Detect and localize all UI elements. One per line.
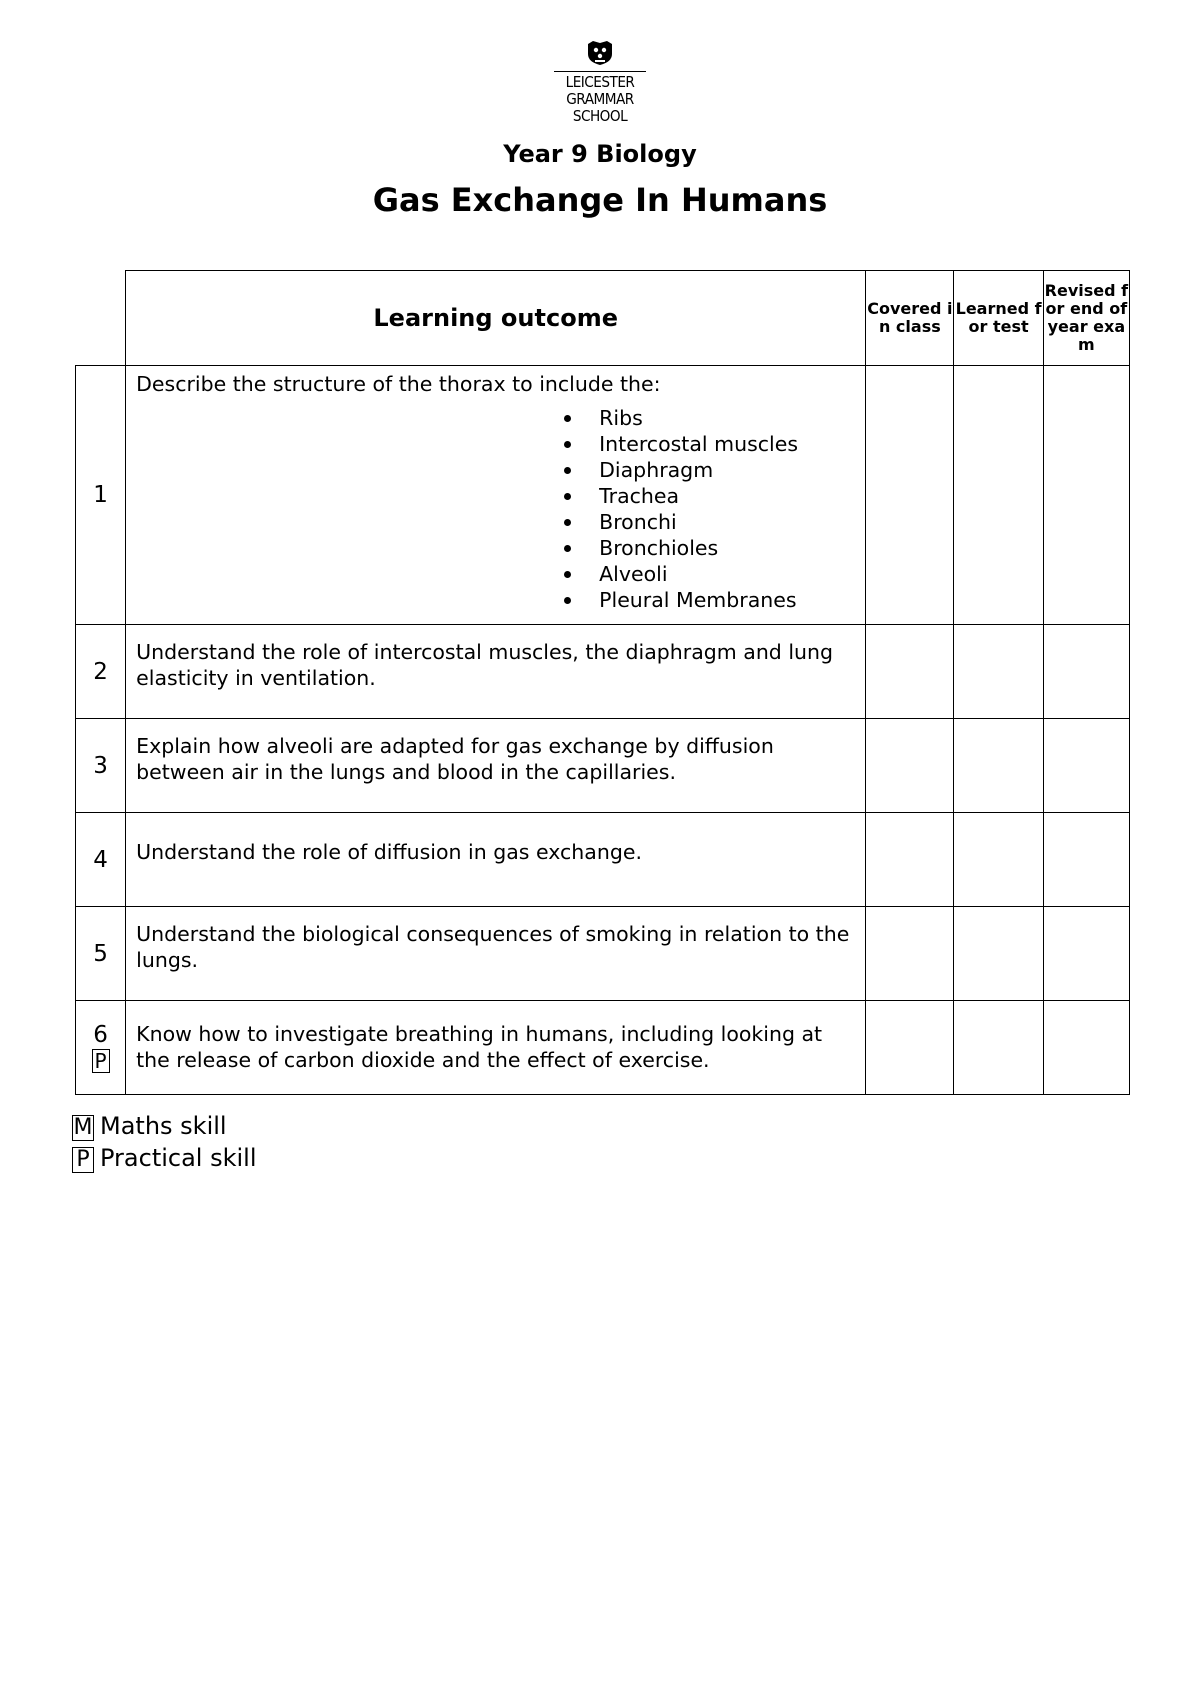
logo-rule <box>554 71 646 72</box>
covered-checkbox-cell[interactable] <box>866 907 954 1001</box>
practical-skill-label: Practical skill <box>100 1144 257 1172</box>
list-item: Trachea <box>564 483 855 509</box>
covered-checkbox-cell[interactable] <box>866 1001 954 1095</box>
learning-outcomes-table <box>75 270 1130 1095</box>
list-item: Bronchi <box>564 509 855 535</box>
list-item: Ribs <box>564 405 855 431</box>
row-number: 4 <box>76 813 126 907</box>
covered-checkbox-cell[interactable] <box>866 366 954 625</box>
header-covered-in-class: Covered in class <box>866 271 954 366</box>
header-learned-for-test: Learned for test <box>954 271 1043 366</box>
revised-checkbox-cell[interactable] <box>1043 813 1129 907</box>
legend-maths <box>72 1112 227 1141</box>
learned-checkbox-cell[interactable] <box>954 813 1043 907</box>
legend-practical <box>72 1144 257 1173</box>
revised-checkbox-cell[interactable] <box>1043 1001 1129 1095</box>
list-item: Pleural Membranes <box>564 587 855 613</box>
row-number: 6 <box>93 1021 108 1048</box>
learned-checkbox-cell[interactable] <box>954 625 1043 719</box>
row-number: 1 <box>76 366 126 625</box>
table-row <box>76 625 1130 719</box>
revised-checkbox-cell[interactable] <box>1043 366 1129 625</box>
table-row <box>76 1001 1130 1095</box>
covered-checkbox-cell[interactable] <box>866 625 954 719</box>
row-number: 2 <box>76 625 126 719</box>
list-item: Intercostal muscles <box>564 431 855 457</box>
row-outcome-text: Explain how alveoli are adapted for gas exchange by diffusion between air in the lungs and blood in the capillaries. <box>126 719 866 813</box>
table-row <box>76 719 1130 813</box>
practical-skill-marker: P <box>92 1049 110 1073</box>
row-outcome-text: Understand the role of diffusion in gas exchange. <box>126 813 866 907</box>
row-outcome-text: Understand the biological consequences of smoking in relation to the lungs. <box>126 907 866 1001</box>
logo-line-3: SCHOOL <box>572 107 628 125</box>
row-outcome-text: Understand the role of intercostal muscles, the diaphragm and lung elasticity in ventilation. <box>126 625 866 719</box>
row-number: 3 <box>76 719 126 813</box>
school-crest-icon <box>585 40 615 66</box>
revised-checkbox-cell[interactable] <box>1043 625 1129 719</box>
table-row <box>76 813 1130 907</box>
logo-line-1: LEICESTER <box>565 73 635 91</box>
covered-checkbox-cell[interactable] <box>866 813 954 907</box>
table-row <box>76 907 1130 1001</box>
learned-checkbox-cell[interactable] <box>954 366 1043 625</box>
header-corner-cell <box>76 271 126 366</box>
learned-checkbox-cell[interactable] <box>954 907 1043 1001</box>
header-revised-for-exam: Revised for end of year exam <box>1043 271 1129 366</box>
logo-line-2: GRAMMAR <box>566 90 634 108</box>
list-item: Bronchioles <box>564 535 855 561</box>
practical-skill-symbol: P <box>72 1147 94 1173</box>
list-item: Diaphragm <box>564 457 855 483</box>
covered-checkbox-cell[interactable] <box>866 719 954 813</box>
learned-checkbox-cell[interactable] <box>954 1001 1043 1095</box>
row-number-cell <box>76 1001 126 1095</box>
row-outcome-text: Know how to investigate breathing in humans, including looking at the release of carbon dioxide and the effect of exercise. <box>126 1001 866 1095</box>
learned-checkbox-cell[interactable] <box>954 719 1043 813</box>
row-number: 5 <box>76 907 126 1001</box>
revised-checkbox-cell[interactable] <box>1043 907 1129 1001</box>
list-item: Alveoli <box>564 561 855 587</box>
thorax-structure-list <box>136 405 855 613</box>
maths-skill-symbol: M <box>73 1115 93 1140</box>
table-row <box>76 366 1130 625</box>
page-title: Gas Exchange In Humans <box>372 181 828 219</box>
header-learning-outcome: Learning outcome <box>126 271 866 366</box>
school-logo <box>552 40 648 125</box>
maths-skill-label: Maths skill <box>100 1112 227 1140</box>
row-outcome-intro: Describe the structure of the thorax to include the: <box>136 372 661 396</box>
page-subtitle: Year 9 Biology <box>503 140 697 168</box>
row-outcome-text <box>126 366 866 625</box>
revised-checkbox-cell[interactable] <box>1043 719 1129 813</box>
